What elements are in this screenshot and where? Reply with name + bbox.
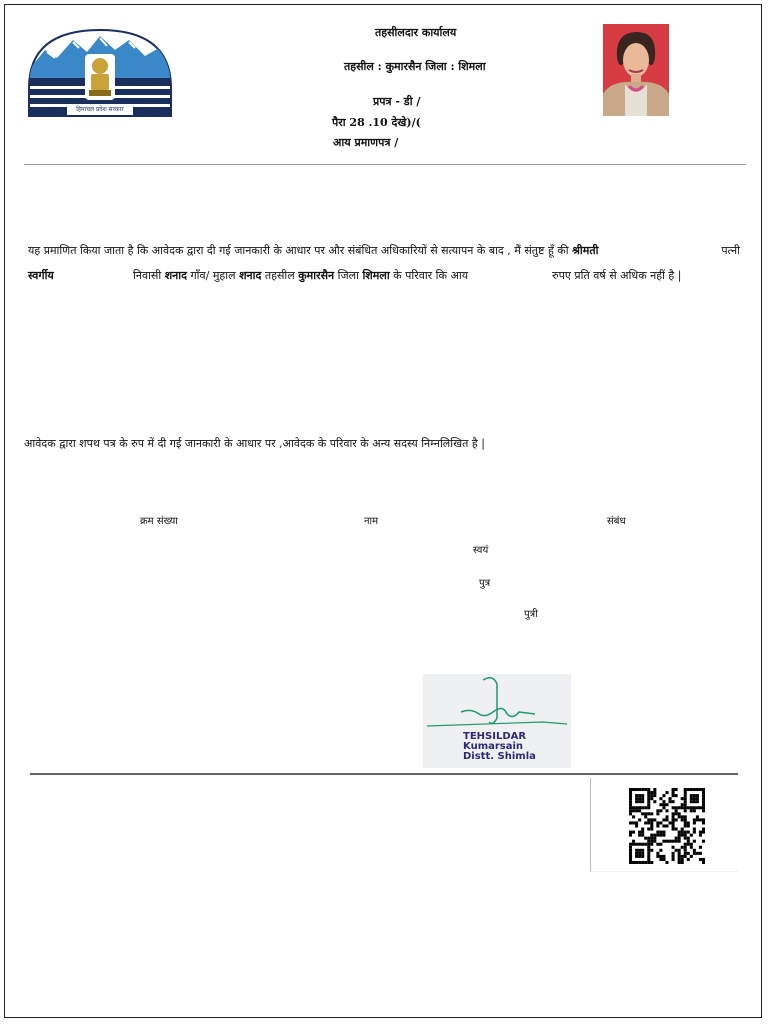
form-number: प्रपत्र - डी / xyxy=(373,95,421,108)
office-title: तहसीलदार कार्यालय xyxy=(375,26,457,39)
footer-divider xyxy=(30,773,738,775)
paragraph-line-1 xyxy=(28,238,740,263)
district-label: जिला xyxy=(334,269,363,282)
tehsil-name: कुमारसैन xyxy=(298,269,335,282)
certificate-title: आय प्रमाणपत्र / xyxy=(333,136,399,149)
certification-text: यह प्रमाणित किया जाता है कि आवेदक द्वारा दी गई जानकारी के आधार पर और संबंधित अधिकारियों से सत्यापन के बाद , मैं संतुष्ट हूँ की xyxy=(28,244,573,257)
stamp-title: TEHSILDAR xyxy=(463,731,527,742)
himachal-government-logo xyxy=(27,28,173,117)
header-divider xyxy=(24,164,746,165)
address-line xyxy=(133,263,468,288)
title-shrimati: श्रीमती xyxy=(572,244,599,257)
header-serial-number: क्रम संख्या xyxy=(140,516,178,527)
relation-self: स्वयं xyxy=(473,545,489,556)
village-name: शनाद xyxy=(164,269,187,282)
relation-daughter: पुत्री xyxy=(524,609,538,620)
certificate-paragraph xyxy=(28,238,740,288)
official-stamp xyxy=(463,732,536,762)
wife-label: पत्नी xyxy=(721,244,740,257)
para-reference: पैरा 28 .10 देखे)/( xyxy=(332,116,421,129)
mohal-name: शनाद xyxy=(239,269,262,282)
income-suffix: रुपए प्रति वर्ष से अधिक नहीं है | xyxy=(552,269,682,282)
paragraph-line-2 xyxy=(28,263,740,288)
verification-qr-code xyxy=(625,788,709,864)
tehsildar-signature-stamp xyxy=(423,674,571,768)
family-members-note: आवेदक द्वारा शपथ पत्र के रुप में दी गई जानकारी के आधार पर ,आवेदक के परिवार के अन्य सदस्य निम्नलिखित है | xyxy=(24,437,485,450)
income-text: के परिवार कि आय xyxy=(389,269,469,282)
signature-scribble xyxy=(423,674,571,734)
district-name: शिमला xyxy=(362,269,390,282)
relation-son: पुत्र xyxy=(479,578,491,589)
tehsil-label: तहसील xyxy=(261,269,299,282)
resident-label: निवासी xyxy=(133,269,165,282)
header-name: नाम xyxy=(364,516,379,527)
applicant-photo xyxy=(603,24,669,116)
stamp-district: Distt. Shimla xyxy=(463,751,536,762)
village-suffix: गाँव/ मुहाल xyxy=(186,269,240,282)
logo-caption: हिमाचल प्रदेश सरकार xyxy=(76,106,124,113)
stamp-place: Kumarsain xyxy=(463,741,524,752)
tehsil-district-line: तहसील : कुमारसैन जिला : शिमला xyxy=(344,60,486,73)
header-relation: संबंध xyxy=(607,516,626,527)
qr-code-panel xyxy=(590,778,738,872)
late-label: स्वर्गीय xyxy=(28,269,54,282)
